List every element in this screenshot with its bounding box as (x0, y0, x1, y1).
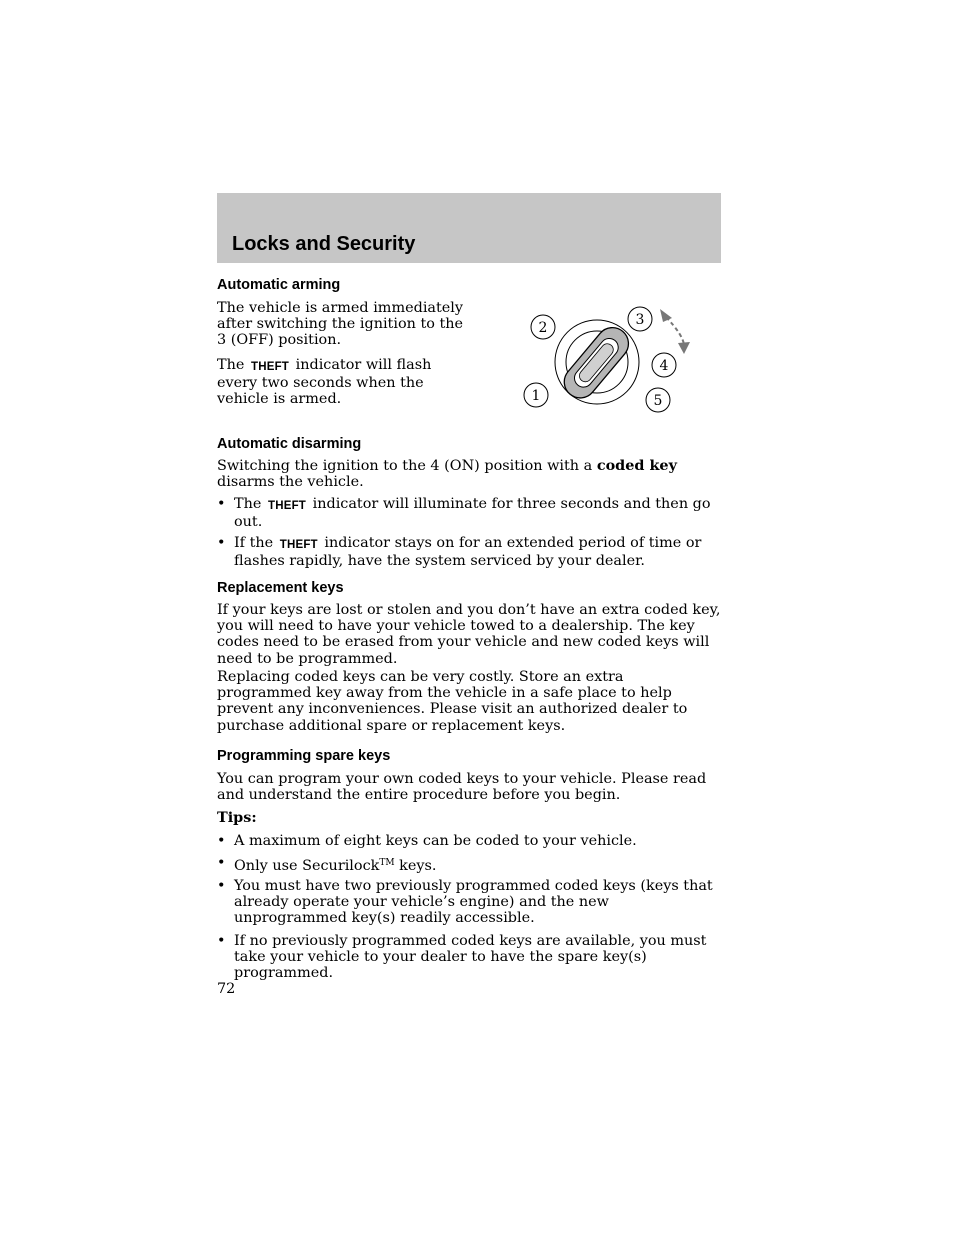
bullet-marker: • (217, 933, 226, 949)
svg-text:5: 5 (653, 393, 663, 409)
tip-item: • You must have two previously programmed coded keys (keys that already operate your vehicle’s engine) and the new unprogrammed key(s) readily accessible. (217, 878, 713, 927)
tip-item: • If no previously programmed coded keys are available, you must take your vehicle to your dealer to have the spare key(s) programmed. (217, 933, 707, 982)
disarming-bullet-1: • The THEFT indicator will illuminate for three seconds and then go out. (217, 496, 711, 531)
position-1-marker (524, 383, 548, 407)
tip-item: • A maximum of eight keys can be coded to your vehicle. (217, 833, 637, 849)
tips-label: Tips: (217, 809, 257, 826)
disarming-paragraph: Switching the ignition to the 4 (ON) position with a coded key disarms the vehicle. (217, 457, 677, 491)
theft-indicator-label: THEFT (250, 361, 290, 373)
arming-paragraph-1: The vehicle is armed immediately after switching the ignition to the 3 (OFF) position. (217, 300, 464, 349)
svg-text:2: 2 (538, 320, 548, 336)
tip-item: • Only use Securilock™ keys. (217, 855, 437, 874)
svg-text:1: 1 (531, 388, 541, 404)
rotation-double-arrow-icon (660, 309, 690, 354)
replacement-paragraph-2: Replacing coded keys can be very costly. Store an extra programmed key away from the vehicle in a safe place to help prevent any inconveniences. Please visit an authorized dealer to purchase additional spare or replacement keys. (217, 669, 688, 734)
bullet-marker: • (217, 833, 226, 849)
svg-text:3: 3 (635, 312, 645, 328)
bullet-marker: • (217, 855, 226, 871)
bullet-marker: • (217, 878, 226, 894)
position-2-marker (531, 315, 555, 339)
disarming-bullet-2: • If the THEFT indicator stays on for an extended period of time or flashes rapidly, have the system serviced by your dealer. (217, 535, 702, 570)
position-3-marker (628, 307, 652, 331)
position-5-marker (646, 388, 670, 412)
arming-paragraph-2: The THEFT indicator will flash every two seconds when the vehicle is armed. (217, 357, 432, 408)
bullet-marker: • (217, 535, 226, 551)
theft-indicator-label: THEFT (267, 500, 307, 512)
position-4-marker (652, 353, 676, 377)
heading-automatic-arming: Automatic arming (217, 277, 341, 293)
theft-indicator-label: THEFT (279, 539, 318, 551)
page-number: 72 (217, 981, 236, 997)
section-header-band (217, 193, 721, 263)
trademark-mark: TM (379, 858, 395, 868)
heading-programming-spare-keys: Programming spare keys (217, 748, 391, 764)
bullet-marker: • (217, 496, 226, 512)
heading-replacement-keys: Replacement keys (217, 580, 344, 596)
ignition-switch-diagram (515, 300, 700, 415)
section-title: Locks and Security (232, 233, 416, 255)
svg-text:4: 4 (659, 358, 669, 374)
replacement-paragraph-1: If your keys are lost or stolen and you don’t have an extra coded key, you will need to have your vehicle towed to a dealership. The key codes need to be erased from your vehicle and new coded keys will need to be programmed. (217, 602, 721, 667)
heading-automatic-disarming: Automatic disarming (217, 436, 362, 452)
programming-paragraph: You can program your own coded keys to your vehicle. Please read and understand the entire procedure before you begin. (217, 771, 707, 804)
